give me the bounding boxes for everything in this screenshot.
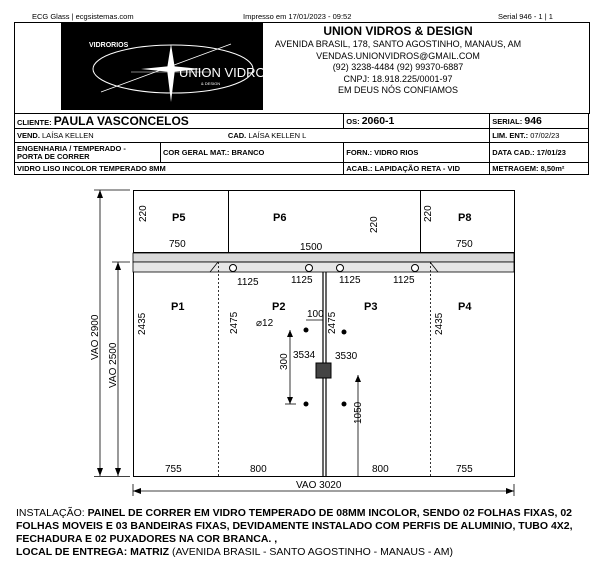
dim-750-left: 750 (169, 239, 186, 250)
company-name: UNION VIDROS & DESIGN (323, 24, 473, 38)
dim-100: 100 (307, 309, 324, 320)
company-cnpj: CNPJ: 18.918.225/0001-97 (343, 73, 453, 84)
cliente-value: PAULA VASCONCELOS (53, 114, 189, 128)
local-label: LOCAL DE ENTREGA: (16, 546, 128, 558)
dim-220-right: 220 (423, 205, 434, 222)
data-cad-cell: DATA CAD.: 17/01/23 (490, 143, 589, 163)
company-email: VENDAS.UNIONVIDROS@GMAIL.COM (316, 50, 480, 61)
installation-notes (16, 507, 591, 559)
top-rail (133, 253, 514, 262)
dim-220-mid: 220 (369, 216, 380, 233)
serial-value: 946 (524, 115, 542, 127)
track-rail (133, 262, 514, 272)
panel-p6: P6 (273, 212, 287, 224)
panel-p3: P3 (364, 301, 378, 313)
panel-p5: P5 (172, 212, 186, 224)
panel-p8: P8 (458, 212, 472, 224)
company-motto: EM DEUS NÓS CONFIAMOS (337, 85, 458, 95)
local-value: MATRIZ (130, 546, 170, 558)
dim-755-left: 755 (165, 464, 182, 475)
logo-small-text: VIDRORIOS (89, 42, 129, 49)
panel-p2: P2 (272, 301, 286, 313)
panel-p1: P1 (171, 301, 185, 313)
lim-ent-cell: LIM. ENT.: 07/02/23 (490, 129, 589, 143)
vend-cad-cell: VEND. LAÍSA KELLEN CAD. LAÍSA KELLEN L (15, 129, 490, 143)
dim-220-left: 220 (138, 205, 149, 222)
install-label: INSTALAÇÃO: (16, 507, 85, 519)
dim-2475-left: 2475 (229, 311, 240, 334)
dim-3530: 3530 (335, 351, 358, 362)
company-phones: (92) 3238-4484 (92) 99370-6887 (332, 62, 464, 72)
lock (316, 363, 331, 378)
panel-p4: P4 (458, 301, 472, 313)
dim-2435-left: 2435 (137, 312, 148, 335)
dim-800-left: 800 (250, 464, 267, 475)
cor-cell: COR GERAL MAT.: BRANCO (161, 143, 344, 163)
dim-1125-1: 1125 (237, 277, 259, 288)
dim-1125-2: 1125 (291, 275, 313, 286)
vidro-cell: VIDRO LISO INCOLOR TEMPERADO 8MM (15, 163, 344, 175)
app-name: ECG Glass | ecgsistemas.com (32, 12, 134, 21)
dim-755-right: 755 (456, 464, 473, 475)
dim-800-right: 800 (372, 464, 389, 475)
company-address: AVENIDA BRASIL, 178, SANTO AGOSTINHO, MANAUS, AM (274, 39, 522, 49)
forn-cell: FORN.: VIDRO RIOS (344, 143, 490, 163)
local-detail: (AVENIDA BRASIL - SANTO AGOSTINHO - MANAUS - AM) (171, 546, 453, 558)
dim-2475-right: 2475 (327, 311, 338, 334)
dim-phi12: ⌀12 (256, 318, 274, 329)
os-cell: OS: 2060-1 (344, 114, 490, 129)
dim-750-right: 750 (456, 239, 473, 250)
outer-frame (134, 191, 515, 477)
vao-2500: VAO 2500 (108, 342, 119, 388)
dim-1125-4: 1125 (393, 275, 415, 286)
serial-cell: SERIAL: 946 (490, 114, 589, 129)
serial-page: Serial 946 - 1 | 1 (498, 12, 553, 21)
dim-1125-3: 1125 (339, 275, 361, 286)
dim-1050: 1050 (353, 401, 364, 424)
logo-big-text: UNION VIDROS (179, 65, 275, 80)
acab-cell: ACAB.: LAPIDAÇÃO RETA - VID (344, 163, 490, 175)
dim-2435-right: 2435 (434, 312, 445, 335)
engenharia-cell: ENGENHARIA / TEMPERADO - PORTA DE CORRER (15, 143, 161, 163)
dim-300: 300 (279, 353, 290, 370)
os-value: 2060-1 (361, 115, 395, 127)
vao-3020: VAO 3020 (296, 480, 342, 491)
dim-3534: 3534 (293, 350, 316, 361)
dim-1500: 1500 (300, 242, 323, 253)
vao-2900: VAO 2900 (90, 314, 101, 360)
logo-sub-text: & DESIGN (201, 81, 221, 86)
metragem-cell: METRAGEM: 8,50m² (490, 163, 589, 175)
cliente-cell: CLIENTE: PAULA VASCONCELOS (15, 114, 344, 129)
printed-date: Impresso em 17/01/2023 - 09:52 (243, 12, 352, 21)
install-text: PAINEL DE CORRER EM VIDRO TEMPERADO DE 08MM INCOLOR, SENDO 02 FOLHAS FIXAS, 02 FOLHAS MOVEIS E 03 BANDEIRAS FIXAS, DEVIDAMENTE INSTALADO COM PERFIS DE ALUMINIO, TUBO 4X2, FECHADURA E 02 PUXADORES NA COR BRANCA. , (16, 507, 573, 545)
